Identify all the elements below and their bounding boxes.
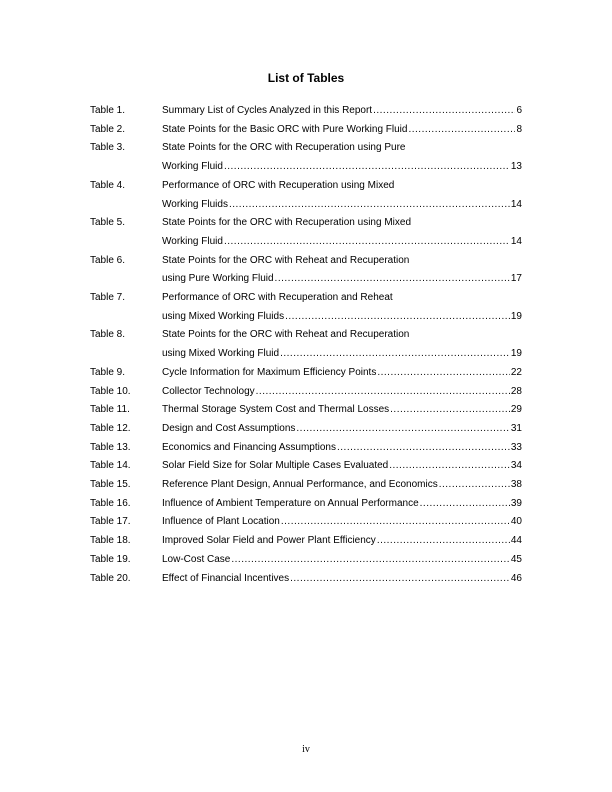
- toc-page-number: 8: [516, 123, 522, 135]
- toc-title-text: Improved Solar Field and Power Plant Efficiency: [162, 535, 376, 547]
- toc-title-text: using Mixed Working Fluid: [162, 348, 280, 360]
- toc-entry[interactable]: [90, 214, 522, 251]
- toc-entry-body: [162, 139, 522, 176]
- toc-title-last-line: [162, 439, 522, 458]
- toc-title-line: State Points for the ORC with Reheat and Recuperation: [162, 254, 410, 266]
- toc-title-last-line: [162, 551, 522, 570]
- toc-page-number: 29: [510, 404, 522, 416]
- toc-table-label: Table 20.: [90, 572, 131, 584]
- dot-leader: [408, 121, 515, 140]
- toc-page-number: 44: [510, 535, 522, 547]
- toc-entry[interactable]: [90, 401, 522, 420]
- toc-page-number: 13: [510, 161, 522, 173]
- toc-title-text: Low-Cost Case: [162, 553, 231, 565]
- toc-table-label: Table 18.: [90, 535, 131, 547]
- toc-page-number: 31: [510, 422, 522, 434]
- dot-leader: [281, 513, 510, 532]
- toc-title-last-line: [162, 513, 522, 532]
- dot-leader: [224, 233, 510, 252]
- toc-entry[interactable]: [90, 570, 522, 589]
- toc-entry-body: [162, 401, 522, 420]
- toc-table-label: Table 12.: [90, 422, 131, 434]
- toc-entry-body: [162, 252, 522, 289]
- toc-table-label: Table 19.: [90, 553, 131, 565]
- toc-table-label: Table 5.: [90, 217, 126, 229]
- dot-leader: [275, 270, 510, 289]
- toc-table-label: Table 11.: [90, 404, 130, 416]
- dot-leader: [377, 532, 510, 551]
- toc-title-text: Working Fluids: [162, 198, 228, 210]
- toc-entry[interactable]: [90, 102, 522, 121]
- toc-entry-body: [162, 513, 522, 532]
- toc-title-text: using Pure Working Fluid: [162, 273, 274, 285]
- toc-title-text: Summary List of Cycles Analyzed in this Report: [162, 105, 373, 116]
- dot-leader: [231, 551, 510, 570]
- footer-page-number: iv: [302, 744, 310, 755]
- toc-entry[interactable]: [90, 364, 522, 383]
- toc-entry[interactable]: [90, 420, 522, 439]
- toc-title-text: Effect of Financial Incentives: [162, 572, 290, 584]
- toc-entry-body: [162, 420, 522, 439]
- toc-page-number: 45: [510, 553, 522, 565]
- toc-title-text: Collector Technology: [162, 385, 255, 397]
- dot-leader: [280, 345, 510, 364]
- toc-title-line: State Points for the ORC with Reheat and Recuperation: [162, 329, 410, 341]
- toc-title-text: Solar Field Size for Solar Multiple Cases Evaluated: [162, 460, 389, 472]
- toc-title-last-line: [162, 495, 522, 514]
- toc-title-text: Reference Plant Design, Annual Performance, and Economics: [162, 479, 438, 491]
- toc-title-line: State Points for the ORC with Recuperation using Pure: [162, 142, 406, 154]
- dot-leader: [290, 570, 510, 589]
- toc-title-text: Thermal Storage System Cost and Thermal Losses: [162, 404, 390, 416]
- toc-table-label: Table 7.: [90, 292, 126, 304]
- toc-table-label: Table 1.: [90, 105, 126, 116]
- toc-entry-body: [162, 551, 522, 570]
- toc-table-label: Table 15.: [90, 479, 131, 491]
- dot-leader: [420, 495, 510, 514]
- dot-leader: [256, 383, 510, 402]
- toc-entry[interactable]: [90, 457, 522, 476]
- toc-entry[interactable]: [90, 513, 522, 532]
- toc-table-label: Table 16.: [90, 497, 131, 509]
- dot-leader: [377, 364, 510, 383]
- dot-leader: [439, 476, 510, 495]
- toc-entry-body: [162, 495, 522, 514]
- toc-title-text: Influence of Plant Location: [162, 516, 280, 528]
- toc-title-text: Influence of Ambient Temperature on Annual Performance: [162, 497, 419, 509]
- toc-table-label: Table 10.: [90, 385, 131, 397]
- toc-table-label: Table 6.: [90, 254, 126, 266]
- toc-entry[interactable]: [90, 383, 522, 402]
- dot-leader: [224, 158, 510, 177]
- toc-title-last-line: [162, 270, 522, 289]
- toc-title-last-line: [162, 401, 522, 420]
- toc-title-text: using Mixed Working Fluids: [162, 310, 285, 322]
- dot-leader: [390, 401, 510, 420]
- toc-page-number: 17: [510, 273, 522, 285]
- toc-table-label: Table 13.: [90, 441, 131, 453]
- dot-leader: [296, 420, 509, 439]
- toc-entry-body: [162, 326, 522, 363]
- toc-title-line: Performance of ORC with Recuperation and Reheat: [162, 292, 393, 304]
- toc-entry[interactable]: [90, 495, 522, 514]
- toc-title-text: Economics and Financing Assumptions: [162, 441, 336, 453]
- page-title: List of Tables: [267, 71, 345, 85]
- toc-table-label: Table 9.: [90, 366, 126, 378]
- toc-title-last-line: [162, 383, 522, 402]
- toc-title-text: State Points for the Basic ORC with Pure Working Fluid: [162, 123, 408, 135]
- toc-title-last-line: [162, 570, 522, 589]
- toc-title-last-line: [162, 196, 522, 215]
- toc-entry[interactable]: [90, 476, 522, 495]
- toc-entry[interactable]: [90, 139, 522, 176]
- toc-entry[interactable]: [90, 439, 522, 458]
- toc-entry-body: [162, 532, 522, 551]
- toc-entry-body: [162, 457, 522, 476]
- toc-entry-body: [162, 364, 522, 383]
- toc-page-number: 33: [510, 441, 522, 453]
- toc-title-last-line: [162, 532, 522, 551]
- toc-entry[interactable]: [90, 252, 522, 289]
- toc-table-label: Table 3.: [90, 142, 126, 154]
- toc-title-last-line: [162, 364, 522, 383]
- toc-entry-body: [162, 121, 522, 140]
- toc-page-number: 46: [510, 572, 522, 584]
- toc-title-text: Working Fluid: [162, 161, 223, 173]
- dot-leader: [389, 457, 510, 476]
- toc-entry-body: [162, 289, 522, 326]
- toc-entry[interactable]: [90, 326, 522, 363]
- toc-entry-body: [162, 214, 522, 251]
- toc-entry-body: [162, 102, 522, 121]
- toc-page-number: 39: [510, 497, 522, 509]
- toc-page-number: 6: [516, 105, 522, 116]
- toc-table-label: Table 4.: [90, 179, 126, 191]
- toc-page-number: 19: [510, 348, 522, 360]
- dot-leader: [337, 439, 510, 458]
- toc-title-last-line: [162, 102, 522, 121]
- toc-page-number: 22: [510, 366, 522, 378]
- toc-title-text: Working Fluid: [162, 235, 223, 247]
- toc-entry[interactable]: [90, 532, 522, 551]
- toc-title-last-line: [162, 476, 522, 495]
- toc-entry-body: [162, 570, 522, 589]
- toc-page-number: 34: [510, 460, 522, 472]
- toc-title-last-line: [162, 158, 522, 177]
- toc-title-text: Cycle Information for Maximum Efficiency Points: [162, 366, 377, 378]
- toc-page-number: 19: [510, 310, 522, 322]
- toc-title-text: Design and Cost Assumptions: [162, 422, 296, 434]
- toc-title-last-line: [162, 233, 522, 252]
- toc-page-number: 14: [510, 235, 522, 247]
- toc-title-line: Performance of ORC with Recuperation using Mixed: [162, 179, 395, 191]
- toc-title-last-line: [162, 308, 522, 327]
- toc-page-number: 38: [510, 479, 522, 491]
- toc-table-label: Table 14.: [90, 460, 131, 472]
- toc-table-label: Table 17.: [90, 516, 131, 528]
- toc-entry[interactable]: [90, 289, 522, 326]
- toc-page-number: 28: [510, 385, 522, 397]
- toc-title-last-line: [162, 457, 522, 476]
- toc-page-number: 14: [510, 198, 522, 210]
- toc-title-last-line: [162, 420, 522, 439]
- toc-entry-body: [162, 439, 522, 458]
- toc-title-last-line: [162, 345, 522, 364]
- toc-page-number: 40: [510, 516, 522, 528]
- list-of-tables: [90, 102, 522, 588]
- toc-entry-body: [162, 383, 522, 402]
- dot-leader: [229, 196, 510, 215]
- dot-leader: [285, 308, 510, 327]
- toc-entry[interactable]: [90, 177, 522, 214]
- toc-table-label: Table 2.: [90, 123, 126, 135]
- toc-title-line: State Points for the ORC with Recuperation using Mixed: [162, 217, 412, 229]
- toc-entry-body: [162, 476, 522, 495]
- toc-entry[interactable]: [90, 121, 522, 140]
- toc-title-last-line: [162, 121, 522, 140]
- dot-leader: [373, 102, 515, 121]
- toc-entry[interactable]: [90, 551, 522, 570]
- toc-table-label: Table 8.: [90, 329, 126, 341]
- toc-entry-body: [162, 177, 522, 214]
